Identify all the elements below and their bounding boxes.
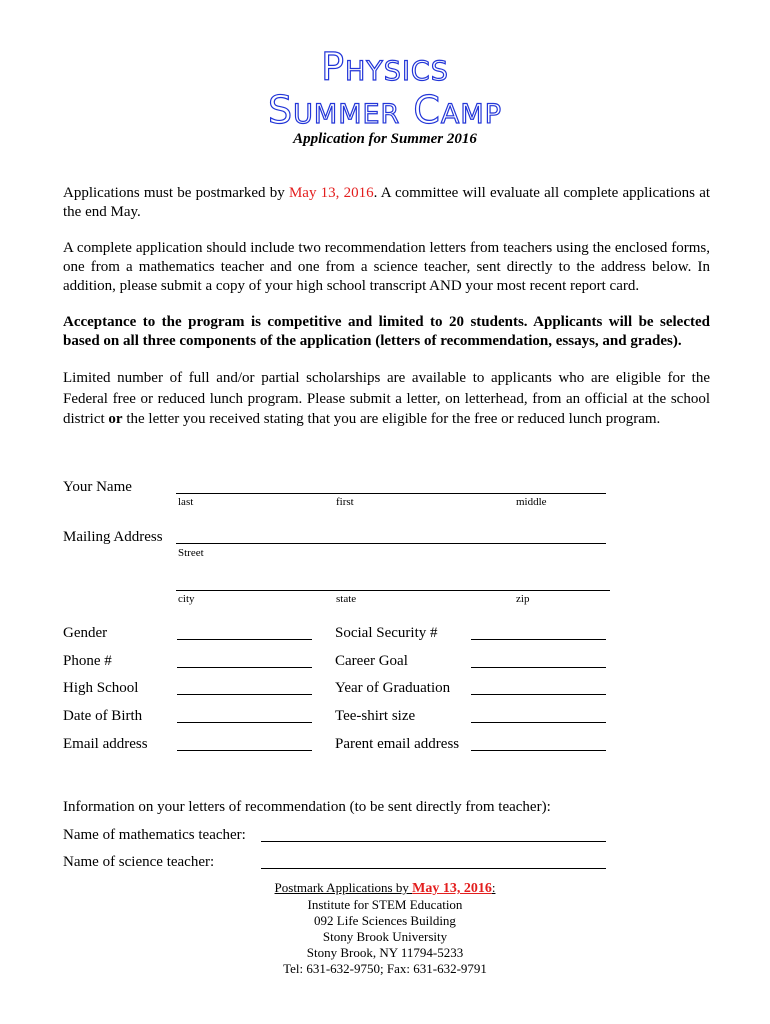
tee-shirt-label: Tee-shirt size [335, 708, 416, 724]
birth-date-label: Date of Birth [63, 708, 143, 724]
phone-input-line[interactable] [177, 667, 312, 668]
scholarship-paragraph [63, 368, 710, 430]
recommendation-intro: Information on your letters of recommendation (to be sent directly from teacher): [63, 799, 551, 815]
math-teacher-input-line[interactable] [261, 841, 606, 842]
deadline-text-before: Applications must be postmarked by [63, 185, 289, 201]
math-teacher-label: Name of mathematics teacher: [63, 827, 246, 843]
scholarship-text-before: Limited number of full and/or partial scholarships are available to applicants who are eligible for the Federal free or reduced lunch program. Please submit a letter, on letterhead, from an official at the school district [63, 370, 710, 427]
deadline-paragraph [63, 184, 710, 222]
high-school-input-line[interactable] [177, 694, 312, 695]
parent-email-input-line[interactable] [471, 750, 606, 751]
address-university: Stony Brook University [322, 929, 448, 944]
city-state-zip-input-line[interactable] [176, 590, 610, 591]
postmark-colon: : [491, 880, 496, 895]
name-middle-caption: middle [516, 496, 547, 508]
postmark-date: May 13, 2016 [412, 881, 492, 896]
name-input-line[interactable] [176, 493, 606, 494]
birth-date-input-line[interactable] [177, 722, 312, 723]
name-first-caption: first [336, 496, 354, 508]
graduation-year-label: Year of Graduation [335, 680, 451, 696]
street-caption: Street [178, 547, 204, 559]
postmark-label: Postmark Applications by [274, 880, 413, 895]
address-phone-fax: Tel: 631-632-9750; Fax: 631-632-9791 [283, 961, 487, 976]
acceptance-paragraph: Acceptance to the program is competitive and limited to 20 students. Applicants will be selected based on all three components of the application (letters of recommendation, essays, and grades). [63, 314, 710, 349]
email-input-line[interactable] [177, 750, 312, 751]
address-city: Stony Brook, NY 11794-5233 [306, 945, 464, 960]
deadline-text-after: . A committee will evaluate all complete applications at the end May. [63, 185, 711, 220]
postmark-line [0, 880, 770, 897]
career-goal-label: Career Goal [335, 653, 408, 669]
address-building: 092 Life Sciences Building [314, 913, 456, 928]
email-label: Email address [63, 736, 148, 752]
parent-email-label: Parent email address [335, 736, 460, 752]
career-goal-input-line[interactable] [471, 667, 606, 668]
name-last-caption: last [178, 496, 194, 508]
page-title-line2: Summer Camp [268, 88, 502, 132]
scholarship-text-or: or [108, 411, 123, 427]
city-caption: city [178, 593, 195, 605]
zip-caption: zip [516, 593, 530, 605]
state-caption: state [336, 593, 357, 605]
gender-input-line[interactable] [177, 639, 312, 640]
science-teacher-label: Name of science teacher: [63, 854, 215, 870]
name-label: Your Name [63, 479, 132, 495]
science-teacher-input-line[interactable] [261, 868, 606, 869]
deadline-date: May 13, 2016 [288, 185, 374, 201]
street-input-line[interactable] [176, 543, 606, 544]
graduation-year-input-line[interactable] [471, 694, 606, 695]
ssn-label: Social Security # [335, 625, 438, 641]
requirements-paragraph: A complete application should include two recommendation letters from teachers using the enclosed forms, one from a mathematics teacher and one from a science teacher, sent directly to the address below. In addition, please submit a copy of your high school transcript AND your most recent report card. [63, 240, 710, 294]
scholarship-text-after: the letter you received stating that you are eligible for the free or reduced lunch program. [122, 411, 661, 427]
ssn-input-line[interactable] [471, 639, 606, 640]
address-label: Mailing Address [63, 529, 163, 545]
tee-shirt-input-line[interactable] [471, 722, 606, 723]
page-title-line1: Physics [321, 45, 449, 89]
address-institute: Institute for STEM Education [307, 897, 463, 912]
high-school-label: High School [63, 680, 139, 696]
gender-label: Gender [63, 625, 108, 641]
page-subtitle: Application for Summer 2016 [293, 131, 477, 147]
phone-label: Phone # [63, 653, 112, 669]
